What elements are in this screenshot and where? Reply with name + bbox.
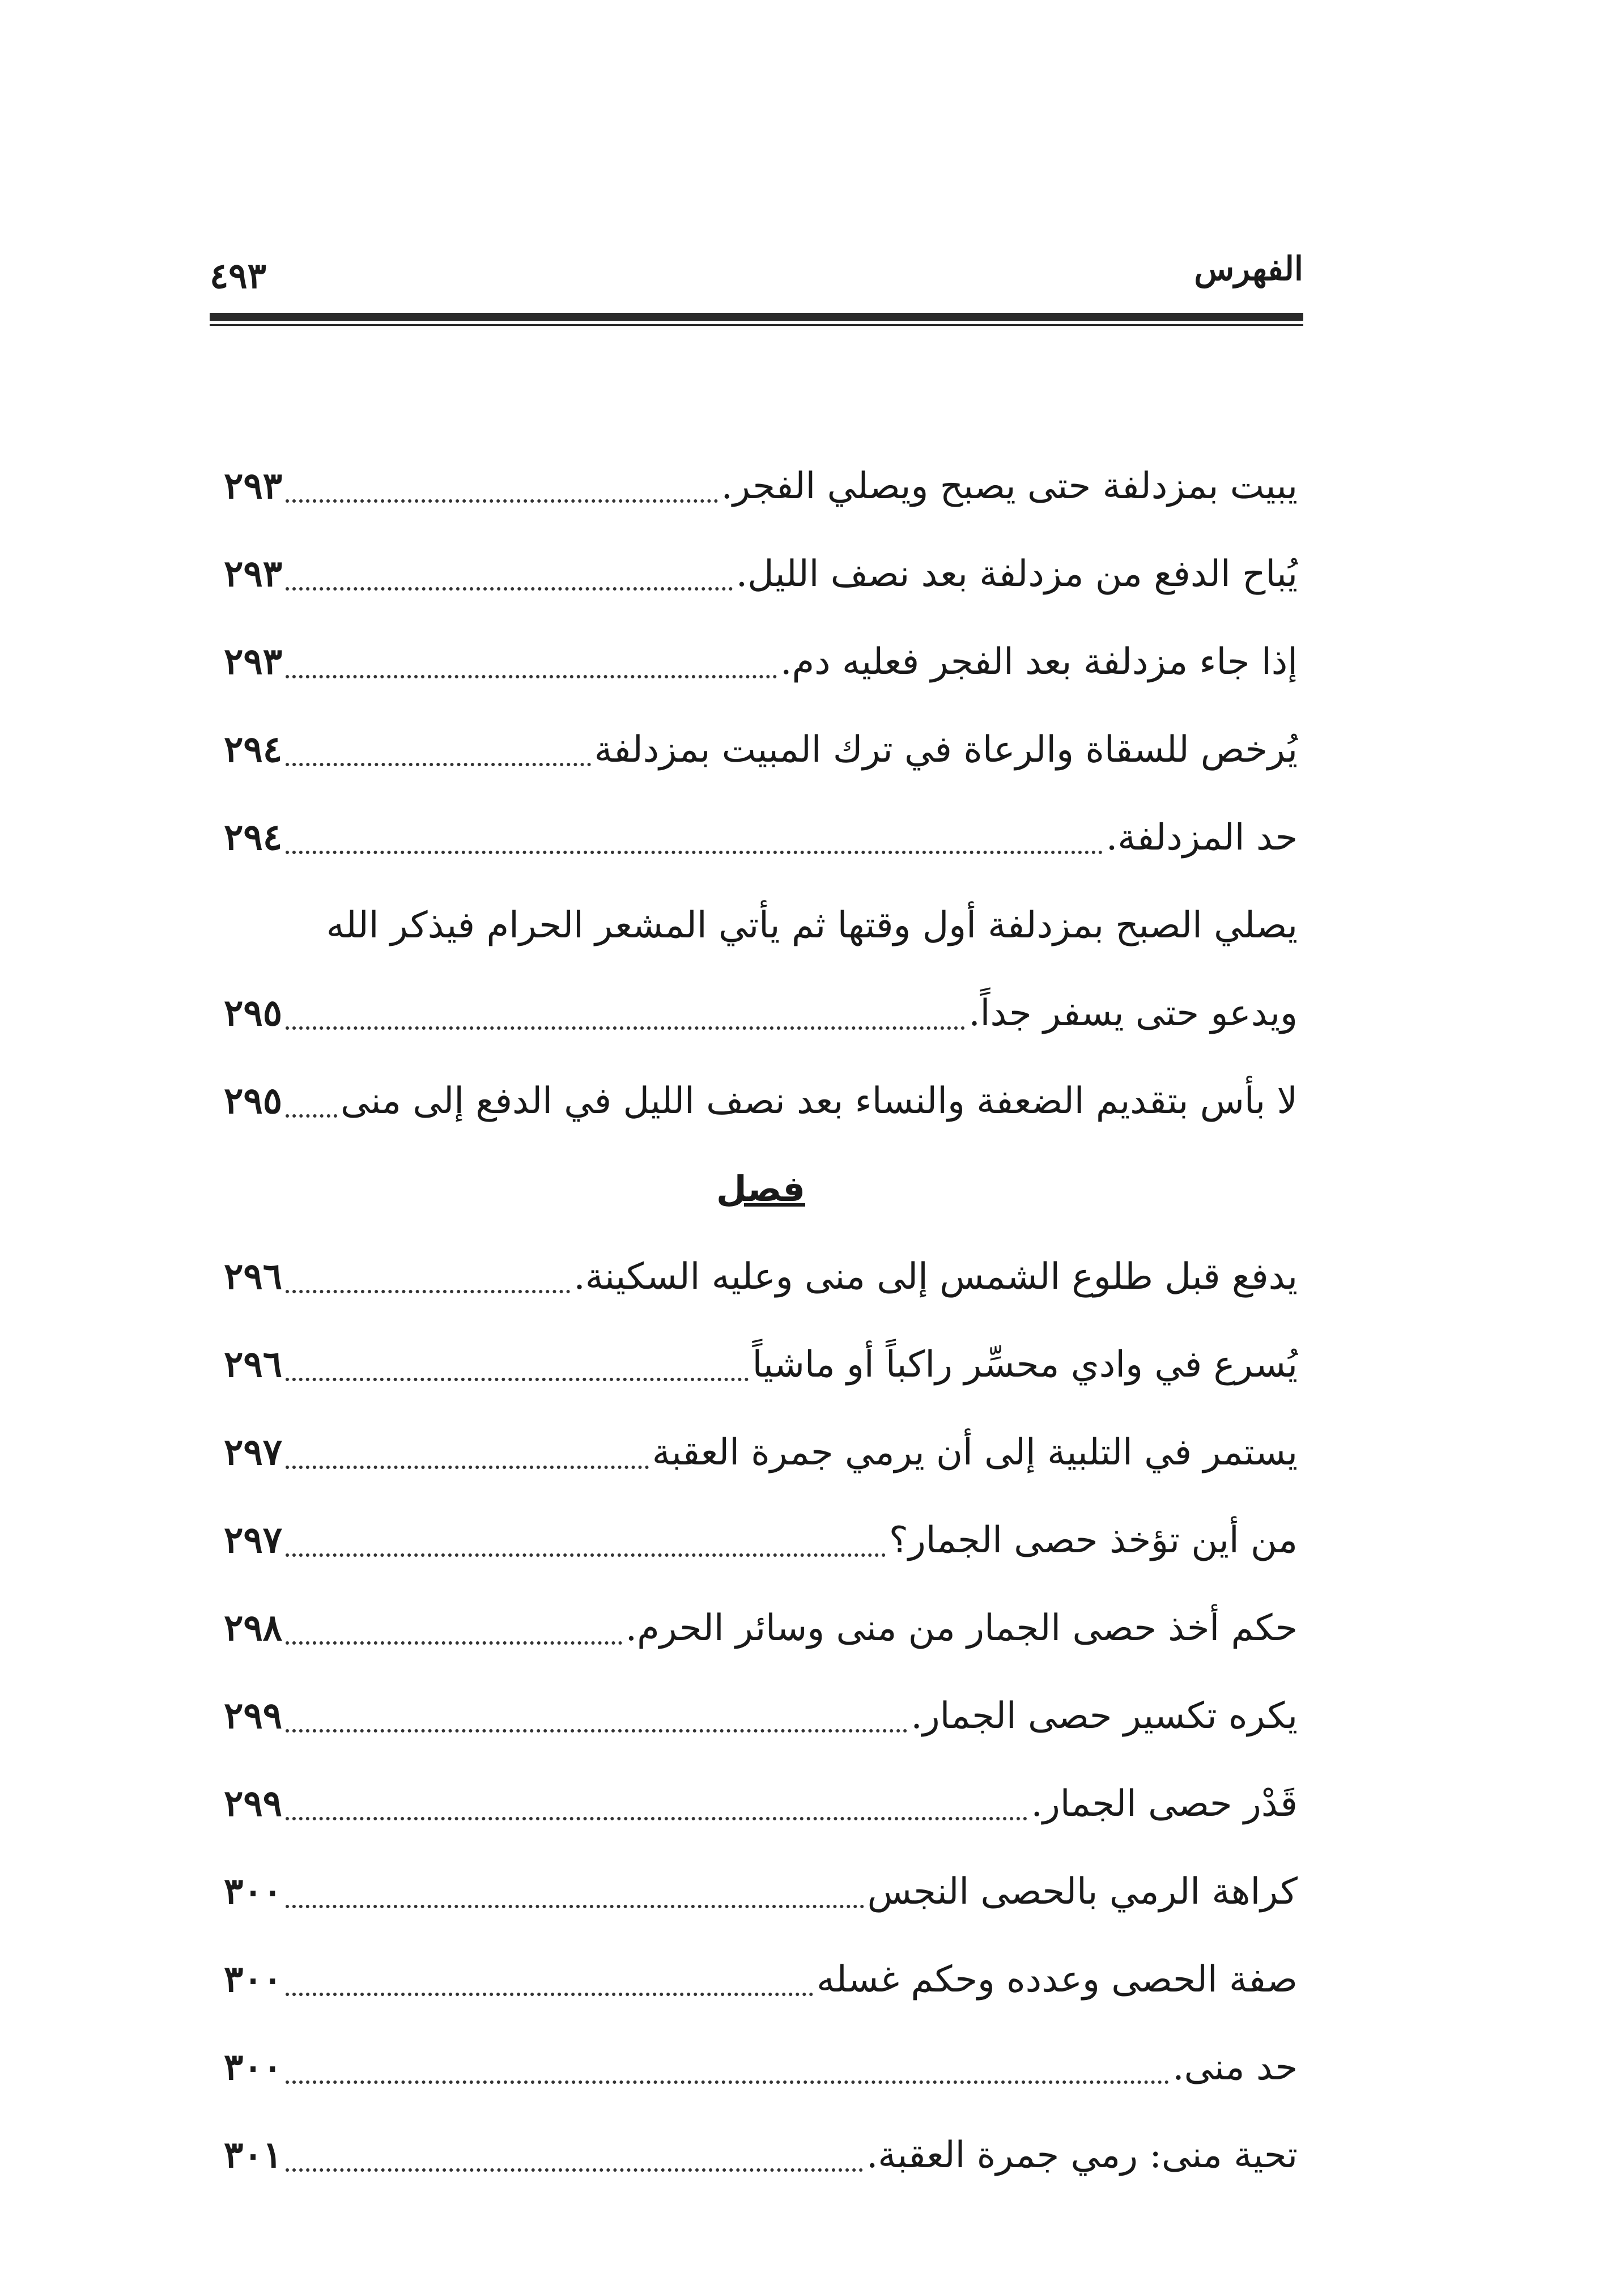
toc-entry-title: تحية منى: رمي جمرة العقبة.: [866, 2134, 1298, 2176]
toc-leader-dots: [286, 2132, 863, 2172]
toc-entry-page: ٢٩٨: [224, 1607, 283, 1649]
header-title: الفهرس: [1194, 249, 1303, 288]
toc-entry-title: يبيت بمزدلفة حتى يصبح ويصلي الفجر.: [721, 465, 1298, 507]
toc-entry-page: ٢٩٣: [224, 465, 283, 507]
toc-leader-dots: [286, 1781, 1027, 1820]
toc-entry-page: ٢٩٤: [224, 816, 283, 859]
toc-entry-page: ٣٠٠: [224, 1958, 283, 2001]
toc-entry: [224, 706, 1298, 793]
toc-entry-page: ٢٩٦: [224, 1343, 283, 1386]
toc-leader-dots: [286, 1956, 813, 1996]
toc-entry: [224, 1584, 1298, 1672]
toc-entry-title: صفة الحصى وعدده وحكم غسله: [816, 1958, 1298, 2001]
toc-entry: [224, 881, 1298, 969]
toc-entry-title: يكره تكسير حصى الجمار.: [911, 1695, 1298, 1737]
toc-entry-title: يستمر في التلبية إلى أن يرمي جمرة العقبة: [652, 1431, 1298, 1474]
toc-entry-title: حكم أخذ حصى الجمار من منى وسائر الحرم.: [625, 1607, 1298, 1649]
toc-entry: [224, 1233, 1298, 1320]
toc-entry-title: يُباح الدفع من مزدلفة بعد نصف الليل.: [736, 553, 1298, 595]
toc-entry-title: يدفع قبل طلوع الشمس إلى منى وعليه السكينة.: [573, 1255, 1298, 1298]
toc-entry: [224, 1057, 1298, 1145]
toc-entry-title: ويدعو حتى يسفر جداً.: [968, 992, 1298, 1034]
toc-leader-dots: [286, 1429, 649, 1469]
toc-entry-title: قَدْر حصى الجمار.: [1031, 1782, 1298, 1825]
toc-entry-page: ٢٩٣: [224, 640, 283, 683]
header-rule: [210, 313, 1303, 321]
toc-entry: [224, 1672, 1298, 1760]
toc-entry-page: ٢٩٥: [224, 992, 283, 1034]
toc-entry: [224, 1935, 1298, 2023]
toc-entry-page: ٢٩٣: [224, 553, 283, 595]
toc-entry: [224, 2111, 1298, 2199]
toc-entry-title: يصلي الصبح بمزدلفة أول وقتها ثم يأتي المشعر الحرام فيذكر الله: [326, 904, 1298, 946]
toc-entry-title: حد المزدلفة.: [1106, 816, 1298, 859]
toc-entry-page: ٢٩٩: [224, 1782, 283, 1825]
toc-entry-page: ٢٩٥: [224, 1080, 283, 1122]
toc-leader-dots: [286, 1078, 337, 1118]
toc-entry: [224, 1408, 1298, 1496]
toc-leader-dots: [286, 463, 718, 503]
toc-entry-title: يُرخص للسقاة والرعاة في ترك المبيت بمزدلفة: [594, 728, 1298, 771]
toc-entry: [224, 1320, 1298, 1408]
toc-leader-dots: [286, 727, 590, 766]
header-page-number: ٤٩٣: [210, 255, 266, 296]
toc-leader-dots: [286, 1869, 864, 1908]
toc-entry: [224, 530, 1298, 618]
toc-entry: [224, 442, 1298, 530]
toc-leader-dots: [286, 1693, 907, 1733]
toc-entry-page: ٣٠٠: [224, 1870, 283, 1913]
table-of-contents: [224, 442, 1298, 2199]
toc-entry-page: ٢٩٩: [224, 1695, 283, 1737]
toc-leader-dots: [286, 814, 1103, 854]
toc-entry-page: ٢٩٧: [224, 1519, 283, 1561]
section-heading: فصل: [716, 1168, 806, 1209]
toc-leader-dots: [286, 1605, 622, 1645]
toc-entry-title: من أين تؤخذ حصى الجمار؟: [888, 1519, 1298, 1561]
header-rule-thin: [210, 324, 1303, 326]
toc-entry-title: يُسرع في وادي محسِّر راكباً أو ماشياً: [752, 1343, 1298, 1386]
toc-leader-dots: [286, 2044, 1169, 2084]
toc-entry: [224, 793, 1298, 881]
toc-entry: [224, 618, 1298, 706]
running-header: [210, 238, 1303, 312]
toc-leader-dots: [286, 990, 965, 1030]
toc-entry: [224, 1848, 1298, 1935]
toc-entry-title: لا بأس بتقديم الضعفة والنساء بعد نصف الليل في الدفع إلى منى: [341, 1080, 1298, 1122]
toc-leader-dots: [286, 1254, 570, 1293]
toc-leader-dots: [286, 1341, 749, 1381]
toc-entry-title: كراهة الرمي بالحصى النجس: [867, 1870, 1298, 1913]
toc-leader-dots: [286, 639, 777, 678]
toc-entry-page: ٣٠٠: [224, 2046, 283, 2088]
toc-entry: [224, 2023, 1298, 2111]
toc-leader-dots: [286, 1517, 886, 1557]
toc-entry-page: ٢٩٤: [224, 728, 283, 771]
toc-entry: [224, 969, 1298, 1057]
toc-entry: [224, 1496, 1298, 1584]
toc-entry-page: ٢٩٦: [224, 1255, 283, 1298]
toc-entry-page: ٣٠١: [224, 2134, 283, 2176]
toc-entry: [224, 1760, 1298, 1848]
toc-entry-page: ٢٩٧: [224, 1431, 283, 1474]
toc-leader-dots: [286, 551, 733, 591]
toc-entry-title: إذا جاء مزدلفة بعد الفجر فعليه دم.: [780, 640, 1298, 683]
toc-entry-title: حد منى.: [1172, 2046, 1298, 2088]
